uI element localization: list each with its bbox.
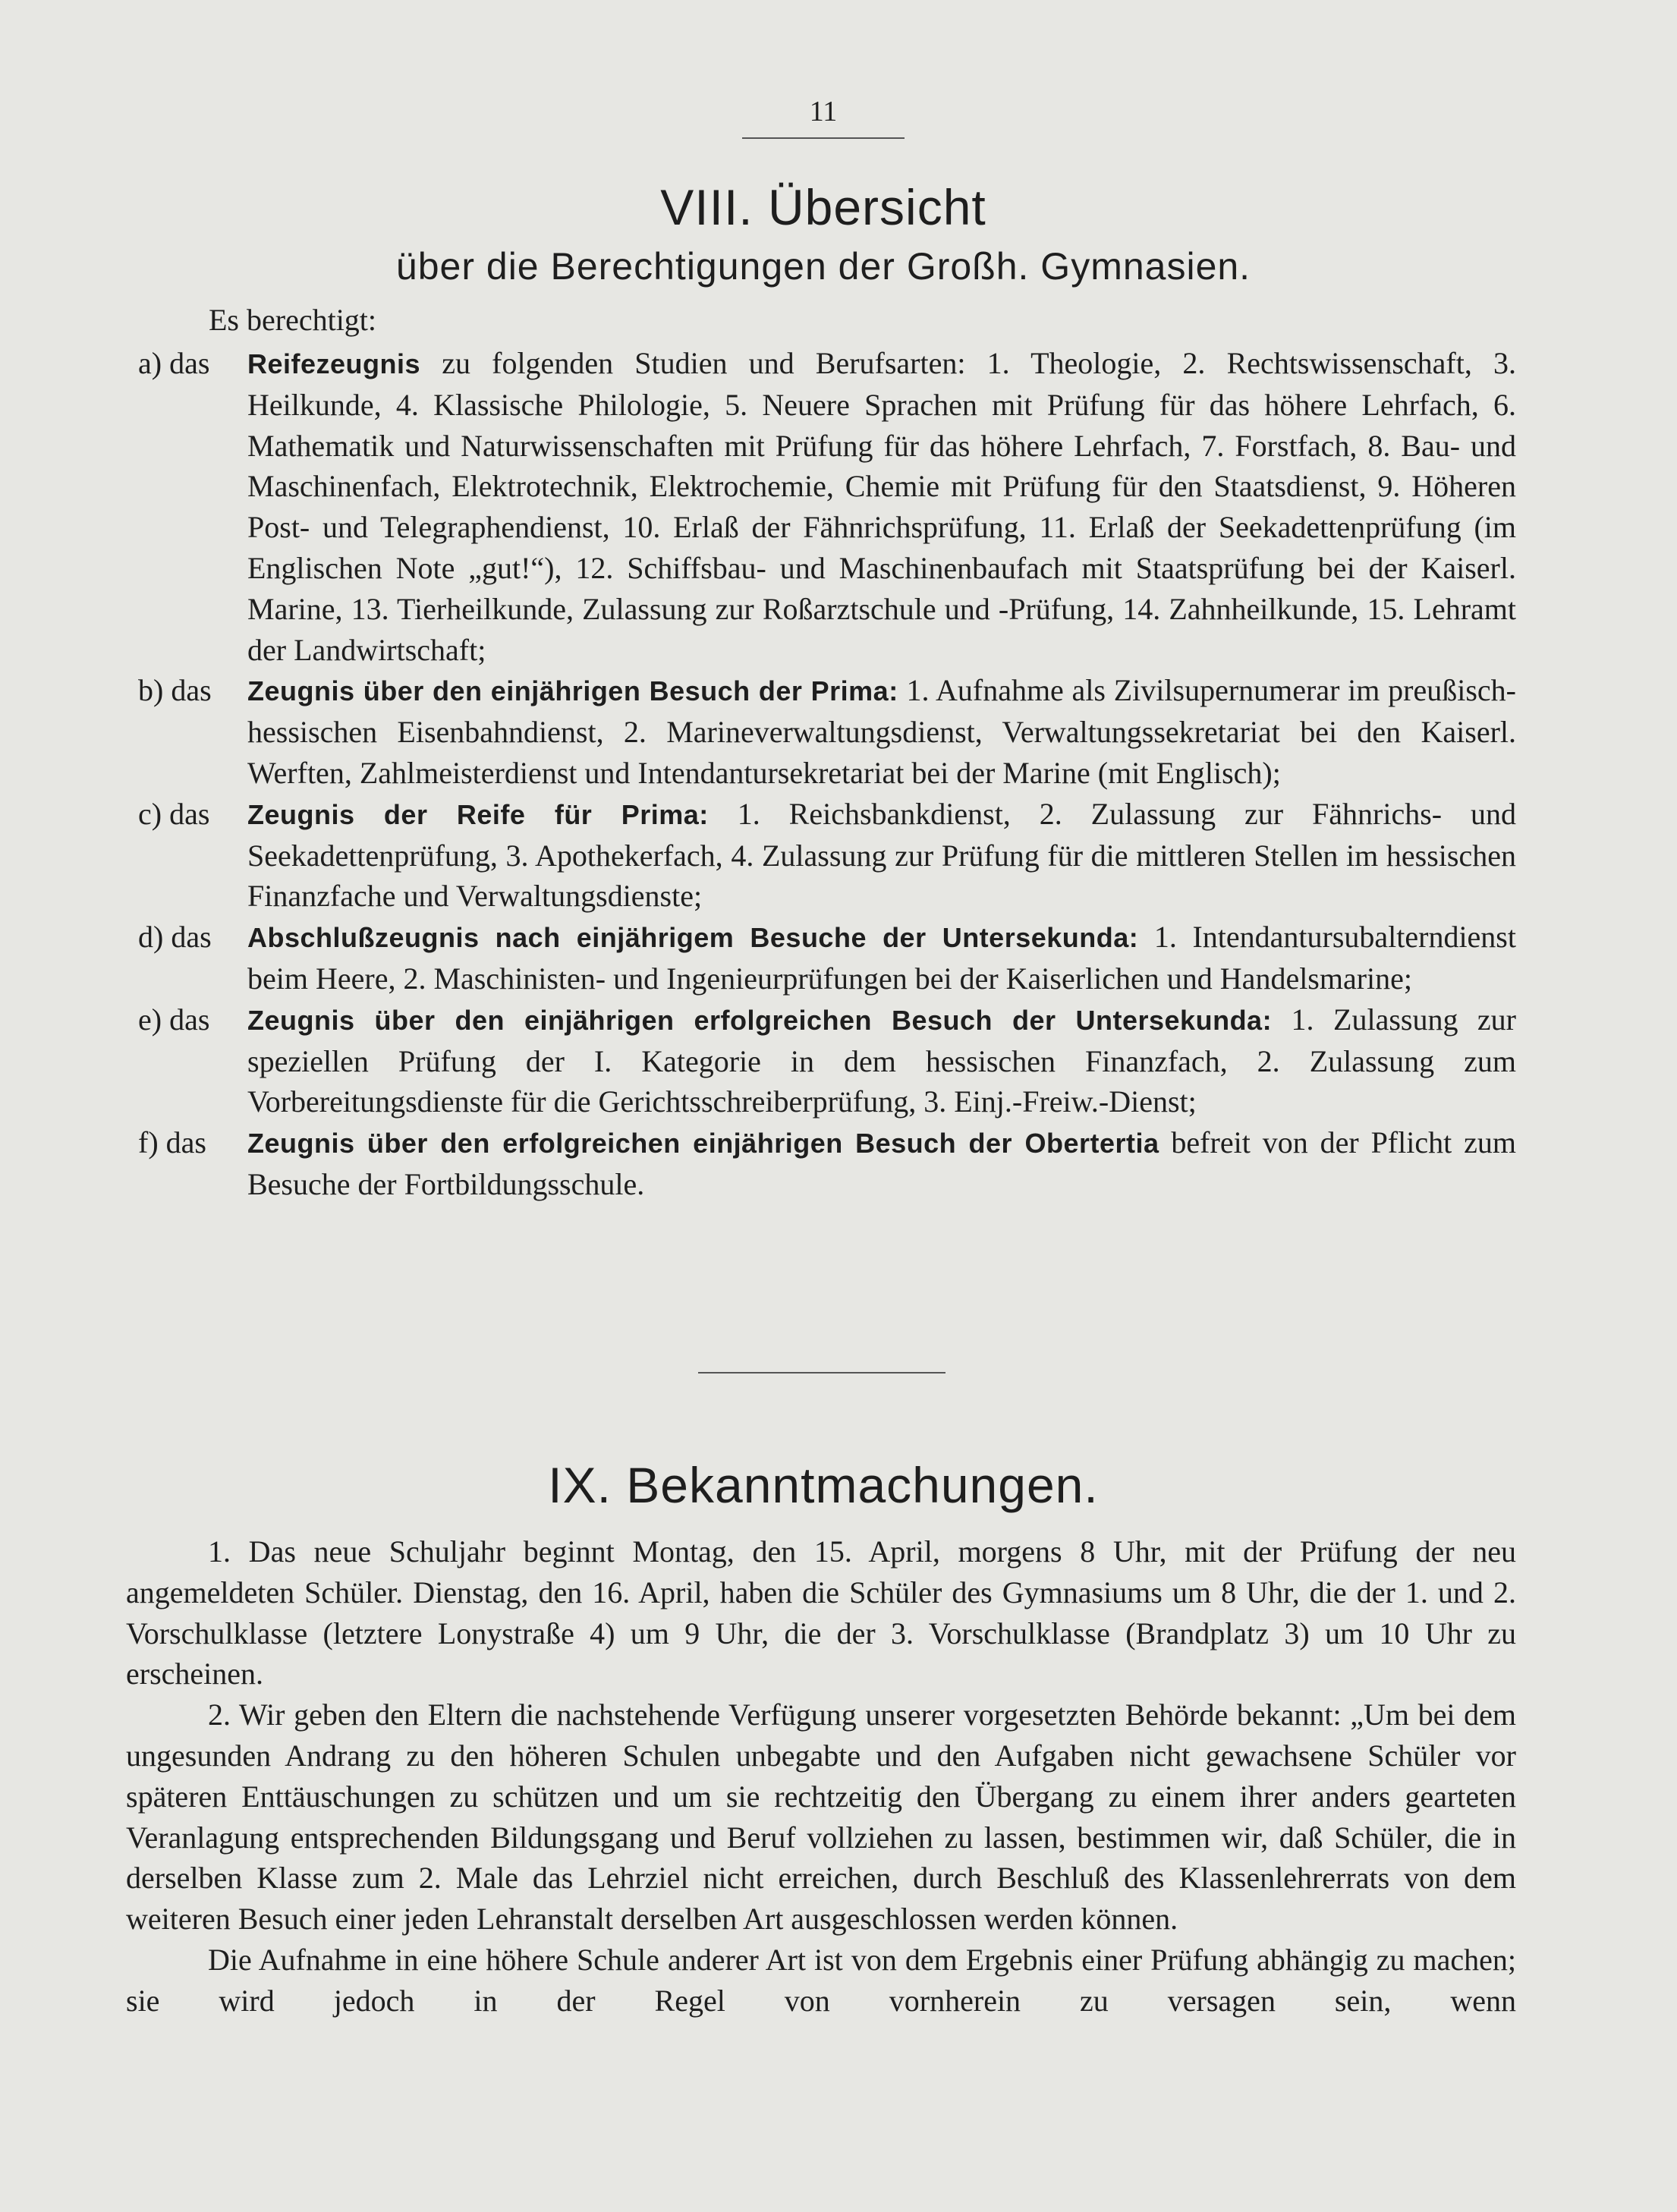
list-item-body: 1. Reichsbankdienst, 2. Zulassung zur Fähnrichs- und Seekadettenprüfung, 3. Apothekerfach, 4. Zulassung zur Prüfung für die mittleren Stellen im hessischen Finanzfache und Verwaltungsdienste; [247, 796, 1516, 914]
list-item-bold: Zeugnis über den einjährigen erfolgreichen Besuch der Untersekunda: [247, 1004, 1273, 1036]
list-item-text [247, 343, 1516, 670]
list-item-bold: Zeugnis über den erfolgreichen einjährigen Besuch der Obertertia [247, 1128, 1159, 1159]
list-item-marker: f) das [138, 1125, 206, 1160]
list-item-body: 1. Zulassung zur speziellen Prüfung der I. Kategorie in dem hessischen Finanzfach, 2. Zulassung zum Vorbereitungsdienste für die Gerichtsschreiberprüfung, 3. Einj.-Freiw.-Dienst; [247, 1002, 1517, 1119]
announcement-paragraph: 1. Das neue Schuljahr beginnt Montag, den 15. April, morgens 8 Uhr, mit der Prüfung der neu angemeldeten Schüler. Dienstag, den 16. April, haben die Schüler des Gymnasiums um 8 Uhr, die der 1. und 2. Vorschulklasse (letztere Lonystraße 4) um 9 Uhr, die der 3. Vorschulklasse (Brandplatz 3) um 10 Uhr zu erscheinen. [126, 1534, 1516, 1691]
section-viii-title: VIII. Übersicht [660, 179, 986, 235]
list-item-bold: Abschlußzeugnis nach einjährigem Besuche der Untersekunda: [247, 922, 1139, 954]
list-item-body: 1. Aufnahme als Zivilsupernumerar im preußisch-hessischen Eisenbahndienst, 2. Marineverwaltungsdienst, Verwaltungssekretariat bei den Kaiserl. Werften, Zahlmeisterdienst und Intendantursekretariat bei der Marine (mit Englisch); [247, 673, 1516, 790]
list-item-d [138, 917, 1516, 999]
list-item-body: zu folgenden Studien und Berufsarten: 1. Theologie, 2. Rechtswissenschaft, 3. Heilkunde, 4. Klassische Philologie, 5. Neuere Sprachen mit Prüfung für das höhere Lehrfach, 6. Mathematik und Naturwissenschaften mit Prüfung für das höhere Lehrfach, 7. Forstfach, 8. Bau- und Maschinenfach, Elektrotechnik, Elektrochemie, Chemie mit Prüfung für den Staatsdienst, 9. Höheren Post- und Telegraphendienst, 10. Erlaß der Fähnrichsprüfung, 11. Erlaß der Seekadettenprüfung (im Englischen Note „gut!“), 12. Schiffsbau- und Maschinenbaufach mit Staatsprüfung bei der Kaiserl. Marine, 13. Tierheilkunde, Zulassung zur Roßarztschule und -Prüfung, 14. Zahnheilkunde, 15. Lehramt der Landwirtschaft; [247, 346, 1516, 667]
list-item-text [247, 794, 1516, 917]
list-item-body: 1. Intendantursubalterndienst beim Heere, 2. Maschinisten- und Ingenieurprüfungen bei der Kaiserlichen und Handelsmarine; [247, 920, 1516, 996]
section-viii-subtitle: über die Berechtigungen der Großh. Gymnasien. [395, 245, 1251, 288]
list-item-text [247, 999, 1516, 1122]
list-item-a [138, 343, 1516, 670]
list-item-e [138, 999, 1516, 1122]
list-item-c [138, 794, 1516, 917]
list-item-bold: Zeugnis über den einjährigen Besuch der Prima: [247, 675, 898, 707]
list-item-bold: Reifezeugnis [247, 348, 421, 379]
list-item-marker: c) das [138, 796, 210, 831]
list-item-body: befreit von der Pflicht zum Besuche der Fortbildungsschule. [247, 1125, 1516, 1201]
announcement-paragraph: 2. Wir geben den Eltern die nachstehende Verfügung unserer vorgesetzten Behörde bekannt: „Um bei dem ungesunden Andrang zu den höheren Schulen unbegabte und den Aufgaben nicht gewachsene Schüler vor späteren Enttäuschungen zu schützen und um sie rechtzeitig den Übergang zu einem ihrer anders gearteten Veranlagung entsprechenden Bildungsgang und Beruf vollziehen zu lassen, bestimmen wir, daß Schüler, die in derselben Klasse zum 2. Male das Lehrziel nicht erreichen, durch Beschluß des Klassenlehrerrats von dem weiteren Besuch einer jeden Lehranstalt derselben Art ausgeschlossen werden können. [126, 1698, 1516, 1937]
entitlement-list [138, 343, 1516, 1205]
list-item-text [247, 917, 1516, 999]
page-number-rule [742, 137, 905, 139]
list-item-text [247, 670, 1516, 793]
list-item-marker: b) das [138, 673, 212, 708]
list-item-marker: e) das [138, 1002, 210, 1037]
section-ix-title: IX. Bekanntmachungen. [548, 1457, 1099, 1513]
list-item-marker: d) das [138, 920, 212, 955]
announcements [126, 1531, 1516, 2022]
list-item-b [138, 670, 1516, 793]
list-item-marker: a) das [138, 346, 210, 380]
list-item-bold: Zeugnis der Reife für Prima: [247, 798, 709, 830]
section-divider [698, 1372, 945, 1373]
list-item-f [138, 1122, 1516, 1205]
page-number: 11 [809, 96, 838, 127]
section-viii-lead: Es berechtigt: [209, 303, 377, 337]
list-item-text [247, 1122, 1516, 1205]
announcement-paragraph: Die Aufnahme in eine höhere Schule anderer Art ist von dem Ergebnis einer Prüfung abhängig zu machen; sie wird jedoch in der Regel von vornherein zu versagen sein, wenn [126, 1942, 1516, 2018]
